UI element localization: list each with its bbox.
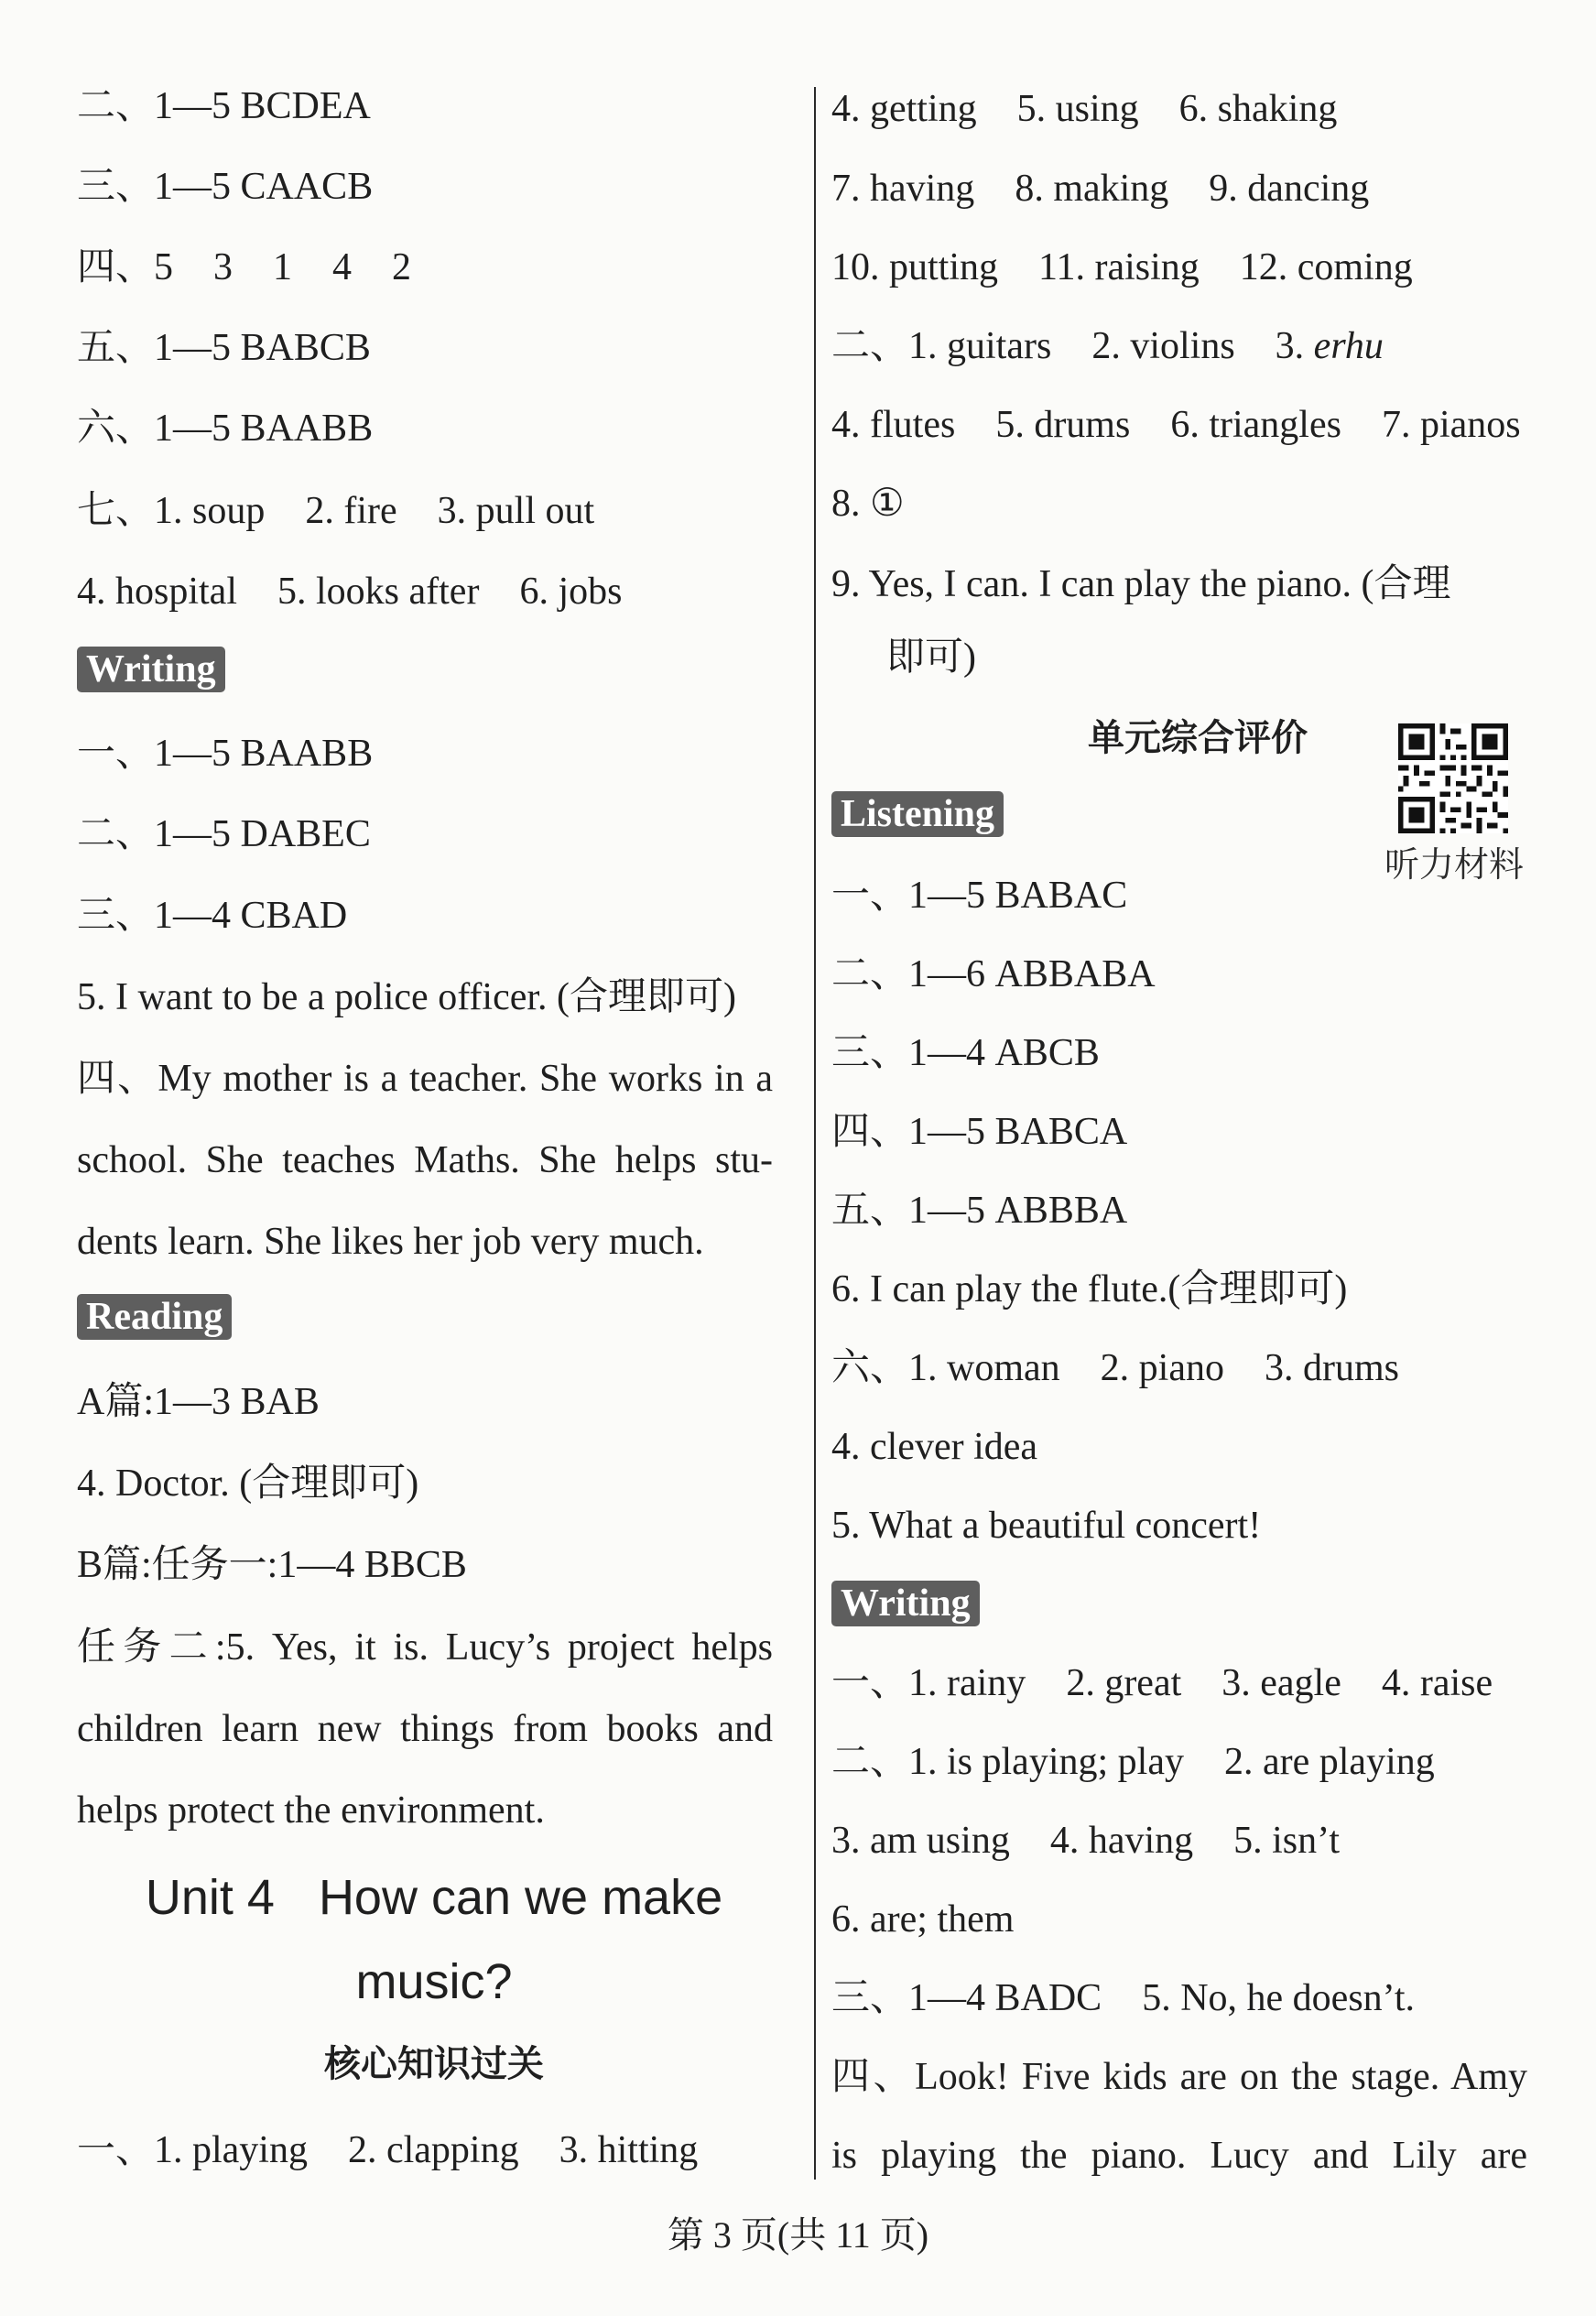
answer-line: 二、1. is playing; play 2. are playing: [831, 1741, 1435, 1783]
answer-line: 一、1. playing 2. clapping 3. hitting: [77, 2129, 699, 2171]
answer-line: 5. I want to be a police officer. (合理即可): [77, 976, 737, 1018]
answer-line: 8. ①: [831, 483, 905, 525]
answer-line: 三、1—4 CBAD: [77, 895, 348, 937]
answer-line: 四、1—5 BABCA: [831, 1111, 1128, 1153]
answer-line: 4. hospital 5. looks after 6. jobs: [77, 571, 623, 613]
answer-line: 10. putting 11. raising 12. coming: [831, 246, 1413, 288]
answer-line: 三、1—4 ABCB: [831, 1032, 1100, 1074]
answer-line: 五、1—5 BABCB: [77, 327, 371, 369]
answer-line: 四、Look! Five kids are on the stage. Amy: [831, 2056, 1527, 2098]
answer-line: 4. flutes 5. drums 6. triangles 7. pianos: [831, 404, 1521, 446]
answer-line: 5. What a beautiful concert!: [831, 1505, 1262, 1547]
unit-title-line-2: music?: [355, 1954, 513, 2009]
answer-line: 6. I can play the flute.(合理即可): [831, 1268, 1348, 1310]
answer-line: B篇:任务一:1—4 BBCB: [77, 1544, 467, 1586]
answer-line: 二、1—6 ABBABA: [831, 953, 1156, 995]
section-badge-writing: Writing: [77, 647, 225, 692]
answer-line: 一、1. rainy 2. great 3. eagle 4. raise: [831, 1662, 1493, 1704]
answer-line: 二、1—5 BCDEA: [77, 85, 371, 127]
column-divider: [814, 87, 816, 2180]
answer-line: 三、1—5 CAACB: [77, 166, 374, 208]
answer-line: 即可): [886, 636, 976, 679]
answer-line: 4. Doctor. (合理即可): [77, 1462, 419, 1505]
answer-line: 四、5 3 1 4 2: [77, 246, 412, 288]
answer-line: 六、1. woman 2. piano 3. drums: [831, 1347, 1399, 1389]
answer-line: 6. are; them: [831, 1898, 1015, 1941]
answer-line: 任务二:5. Yes, it is. Lucy’s project helps: [77, 1626, 773, 1669]
answer-line: school. She teaches Maths. She helps stu-: [77, 1139, 773, 1181]
core-knowledge-heading: 核心知识过关: [324, 2043, 544, 2085]
answer-line: 五、1—5 ABBBA: [831, 1190, 1128, 1232]
answer-line: A篇:1—3 BAB: [77, 1381, 320, 1423]
unit-title-line-1: Unit 4 How can we make: [145, 1870, 723, 1925]
answer-line: 3. am using 4. having 5. isn’t: [831, 1820, 1341, 1862]
section-badge-writing: Writing: [831, 1581, 980, 1626]
answer-line: 一、1—5 BABAC: [831, 875, 1128, 917]
answer-line: 三、1—4 BADC 5. No, he doesn’t.: [831, 1977, 1416, 2019]
answer-line: 一、1—5 BAABB: [77, 733, 374, 775]
page-footer: 第 3 页(共 11 页): [667, 2214, 929, 2256]
answer-line: children learn new things from books and: [77, 1708, 773, 1750]
answer-line: dents learn. She likes her job very much.: [77, 1221, 704, 1263]
qr-code-icon: [1398, 723, 1508, 833]
answer-line: 4. clever idea: [831, 1426, 1038, 1468]
answer-line: 二、1—5 DABEC: [77, 813, 371, 855]
answer-line: 4. getting 5. using 6. shaking: [831, 88, 1338, 130]
answer-line: 六、1—5 BAABB: [77, 408, 374, 450]
unit-evaluation-heading: 单元综合评价: [1088, 717, 1308, 759]
answer-line: is playing the piano. Lucy and Lily are: [831, 2135, 1527, 2177]
answer-line: 7. having 8. making 9. dancing: [831, 168, 1370, 210]
answer-line: 七、1. soup 2. fire 3. pull out: [77, 490, 595, 532]
answer-line: 二、1. guitars 2. violins 3. erhu: [831, 325, 1384, 367]
qr-caption: 听力材料: [1384, 844, 1524, 885]
answer-line: 9. Yes, I can. I can play the piano. (合理: [831, 563, 1451, 605]
section-badge-reading: Reading: [77, 1294, 232, 1340]
section-badge-listening: Listening: [831, 791, 1004, 837]
answer-line: helps protect the environment.: [77, 1789, 545, 1832]
answer-line: 四、My mother is a teacher. She works in a: [77, 1058, 773, 1100]
